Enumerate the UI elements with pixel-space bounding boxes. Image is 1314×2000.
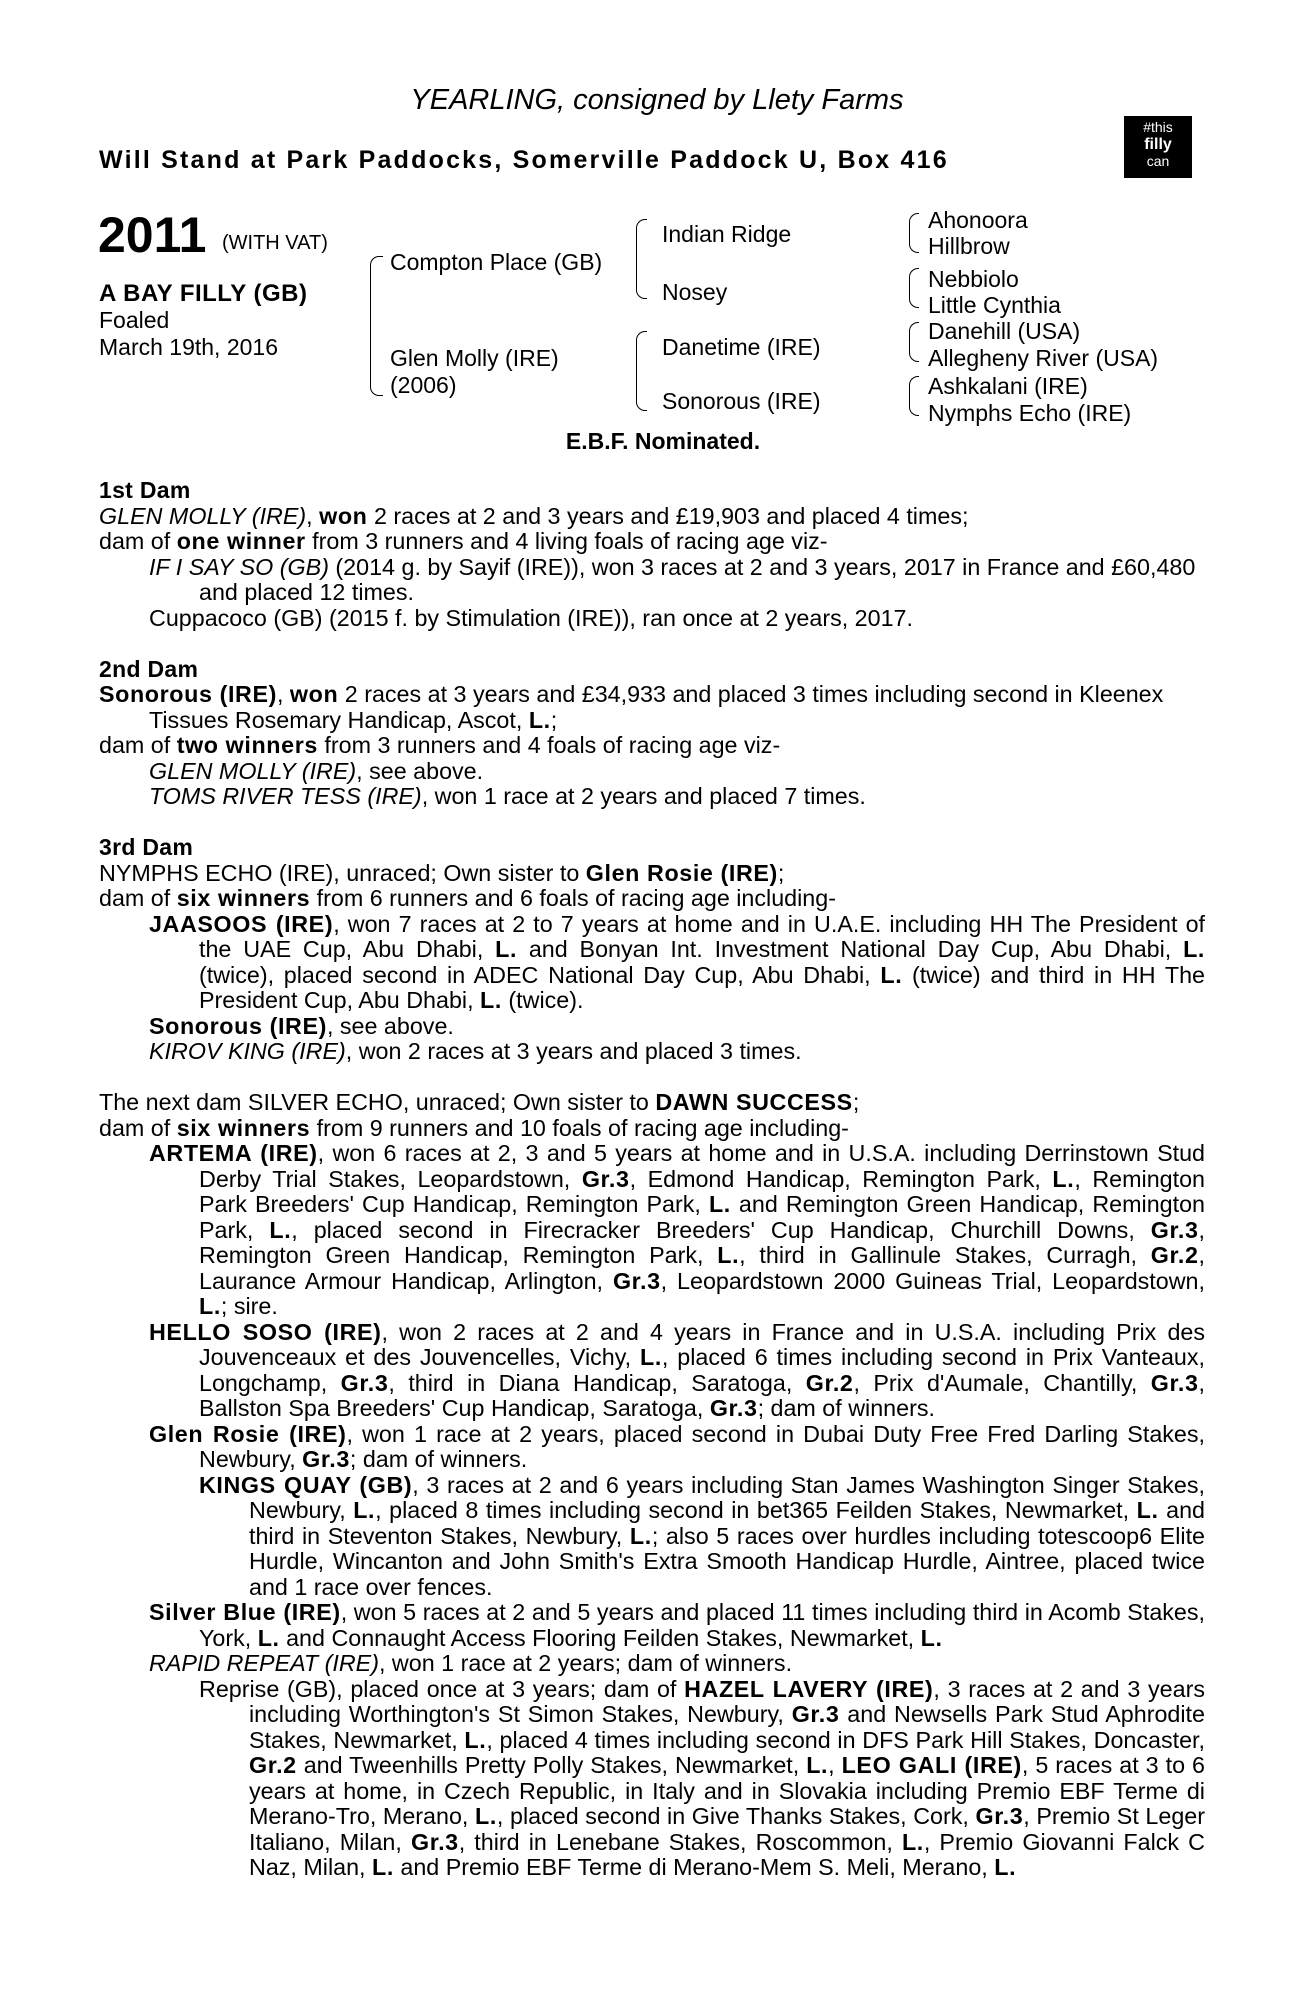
progeny-kings-quay: KINGS QUAY (GB), 3 races at 2 and 6 years including Stan James Washington Singer Stakes, Newbury, L., placed 8 times including second in bet365 Feilden Stakes, Newmarket, L. and third in Steventon Stakes, Newbury, L.; also 5 races over hurdles including totescoop6 Elite Hurdle, Wincanton and John Smith's Extra Smooth Handicap Hurdle, Aintree, placed twice and 1 race over fences. bbox=[199, 1471, 1206, 1600]
stand-location: Will Stand at Park Paddocks, Somerville Paddock U, Box 416 bbox=[99, 146, 949, 174]
progeny-glen-molly: GLEN MOLLY (IRE), see above. bbox=[149, 757, 484, 784]
second-dam-line: Sonorous (IRE), won 2 races at 3 years and £34,933 and placed 3 times including second in Kleenex Tissues Rosemary Handicap, Ascot, L.; bbox=[99, 681, 1164, 733]
progeny-artema: ARTEMA (IRE), won 6 races at 2, 3 and 5 years at home and in U.S.A. including Derrinstown Stud Derby Trial Stakes, Leopardstown, Gr.3, Edmond Handicap, Remington Park, L., Remington Park Breeders' Cup Handicap, Remington Park, L. and Remington Green Handicap, Remington Park, L., placed second in Firecracker Breeders' Cup Handicap, Churchill Downs, Gr.3, Remington Green Handicap, Remington Park, L., third in Gallinule Stakes, Curragh, Gr.2, Laurance Armour Handicap, Arlington, Gr.3, Leopardstown 2000 Guineas Trial, Leopardstown, L.; sire. bbox=[149, 1140, 1205, 1319]
third-dam-line: NYMPHS ECHO (IRE), unraced; Own sister to Glen Rosie (IRE); bbox=[99, 859, 785, 886]
second-dam-produce: dam of two winners from 3 runners and 4 foals of racing age viz- bbox=[99, 732, 781, 758]
next-dam-produce: dam of six winners from 9 runners and 10 foals of racing age including- bbox=[99, 1114, 849, 1141]
ebf-nominated: E.B.F. Nominated. bbox=[565, 428, 761, 454]
vat-note: (WITH VAT) bbox=[222, 232, 328, 254]
pedigree-brace-dd bbox=[909, 376, 919, 416]
dam-year: (2006) bbox=[390, 372, 457, 398]
pedigree-brace-dam bbox=[636, 331, 647, 411]
progeny-silver-blue: Silver Blue (IRE), won 5 races at 2 and 5 years and placed 11 times including third in Acomb Stakes, York, L. and Connaught Access Flooring Feilden Stakes, Newmarket, L. bbox=[149, 1599, 1205, 1651]
first-dam-line: GLEN MOLLY (IRE), won 2 races at 2 and 3 years and £19,903 and placed 4 times; bbox=[99, 502, 969, 529]
second-dam-heading: 2nd Dam bbox=[99, 655, 199, 682]
sire-name: Compton Place (GB) bbox=[390, 249, 603, 275]
pedigree-brace-sd bbox=[909, 268, 919, 308]
first-dam-heading: 1st Dam bbox=[99, 477, 191, 503]
pedigree-brace-sire bbox=[636, 219, 647, 299]
progeny-sonorous: Sonorous (IRE), see above. bbox=[149, 1012, 454, 1039]
third-dam-heading: 3rd Dam bbox=[99, 834, 194, 860]
catalogue-body bbox=[99, 478, 1205, 1881]
consignor-line: YEARLING, consigned by Llety Farms bbox=[410, 84, 904, 116]
this-filly-can-logo: #this filly can bbox=[1124, 116, 1192, 178]
progeny-hello-soso: HELLO SOSO (IRE), won 2 races at 2 and 4 years in France and in U.S.A. including Prix des Jouvenceaux et des Jouvencelles, Vichy, L., placed 6 times including second in Prix Vanteaux, Longchamp, Gr.3, third in Diana Handicap, Saratoga, Gr.2, Prix d'Aumale, Chantilly, Gr.3, Ballston Spa Breeders' Cup Handicap, Saratoga, Gr.3; dam of winners. bbox=[149, 1318, 1205, 1421]
lot-number: 2011 bbox=[98, 207, 207, 263]
sire-sire: Indian Ridge bbox=[662, 221, 792, 247]
sire-dam: Nosey bbox=[662, 279, 728, 305]
ped-ssd: Hillbrow bbox=[928, 233, 1010, 259]
progeny-reprise: Reprise (GB), placed once at 3 years; dam of HAZEL LAVERY (IRE), 3 races at 2 and 3 years including Worthington's St Simon Stakes, Newbury, Gr.3 and Newsells Park Stud Aphrodite Stakes, Newmarket, L., placed 4 times including second in DFS Park Hill Stakes, Doncaster, Gr.2 and Tweenhills Pretty Polly Stakes, Newmarket, L., LEO GALI (IRE), 5 races at 3 to 6 years at home, in Czech Republic, in Italy and in Slovakia including Premio EBF Terme di Merano-Tro, Merano, L., placed second in Give Thanks Stakes, Cork, Gr.3, Premio St Leger Italiano, Milan, Gr.3, third in Lenebane Stakes, Roscommon, L., Premio Giovanni Falck C Naz, Milan, L. and Premio EBF Terme di Merano-Mem S. Meli, Merano, L. bbox=[199, 1675, 1206, 1880]
dam-name: Glen Molly (IRE) bbox=[390, 345, 559, 371]
pedigree-brace-ss bbox=[909, 213, 919, 253]
lot-name: A BAY FILLY (GB) bbox=[99, 280, 308, 307]
progeny-jaasoos: JAASOOS (IRE), won 7 races at 2 to 7 years at home and in U.A.E. including HH The President of the UAE Cup, Abu Dhabi, L. and Bonyan Int. Investment National Day Cup, Abu Dhabi, L. (twice), placed second in ADEC National Day Cup, Abu Dhabi, L. (twice) and third in HH The President Cup, Abu Dhabi, L. (twice). bbox=[149, 910, 1205, 1013]
ped-sdd: Little Cynthia bbox=[928, 292, 1061, 318]
dam-sire: Danetime (IRE) bbox=[662, 334, 821, 360]
third-dam-produce: dam of six winners from 6 runners and 6 foals of racing age including- bbox=[99, 885, 836, 911]
ped-ddd: Nymphs Echo (IRE) bbox=[928, 400, 1132, 426]
first-dam-produce: dam of one winner from 3 runners and 4 living foals of racing age viz- bbox=[99, 528, 828, 554]
ped-dds: Ashkalani (IRE) bbox=[928, 373, 1088, 399]
ped-dss: Danehill (USA) bbox=[928, 318, 1081, 344]
pedigree-brace-ds bbox=[909, 322, 919, 362]
foaled-label: Foaled bbox=[99, 307, 170, 333]
progeny-if-i-say-so: IF I SAY SO (GB) (2014 g. by Sayif (IRE)), won 3 races at 2 and 3 years, 2017 in France and £60,480 and placed 12 times. bbox=[149, 553, 1196, 605]
progeny-rapid-repeat: RAPID REPEAT (IRE), won 1 race at 2 years; dam of winners. bbox=[149, 1650, 793, 1676]
progeny-cuppacoco: Cuppacoco (GB) (2015 f. by Stimulation (IRE)), ran once at 2 years, 2017. bbox=[149, 604, 913, 631]
next-dam-line: The next dam SILVER ECHO, unraced; Own sister to DAWN SUCCESS; bbox=[99, 1089, 860, 1115]
progeny-toms-river-tess: TOMS RIVER TESS (IRE), won 1 race at 2 years and placed 7 times. bbox=[149, 783, 866, 809]
ped-sss: Ahonoora bbox=[928, 207, 1028, 233]
pedigree-brace-main bbox=[370, 256, 383, 396]
ped-sds: Nebbiolo bbox=[928, 266, 1019, 292]
progeny-kirov-king: KIROV KING (IRE), won 2 races at 3 years and placed 3 times. bbox=[149, 1038, 802, 1064]
dam-dam: Sonorous (IRE) bbox=[662, 388, 821, 414]
foaled-date: March 19th, 2016 bbox=[99, 334, 279, 360]
ped-dsd: Allegheny River (USA) bbox=[928, 345, 1159, 371]
progeny-glen-rosie: Glen Rosie (IRE), won 1 race at 2 years, placed second in Dubai Duty Free Fred Darling Stakes, Newbury, Gr.3; dam of winners. bbox=[149, 1420, 1206, 1472]
